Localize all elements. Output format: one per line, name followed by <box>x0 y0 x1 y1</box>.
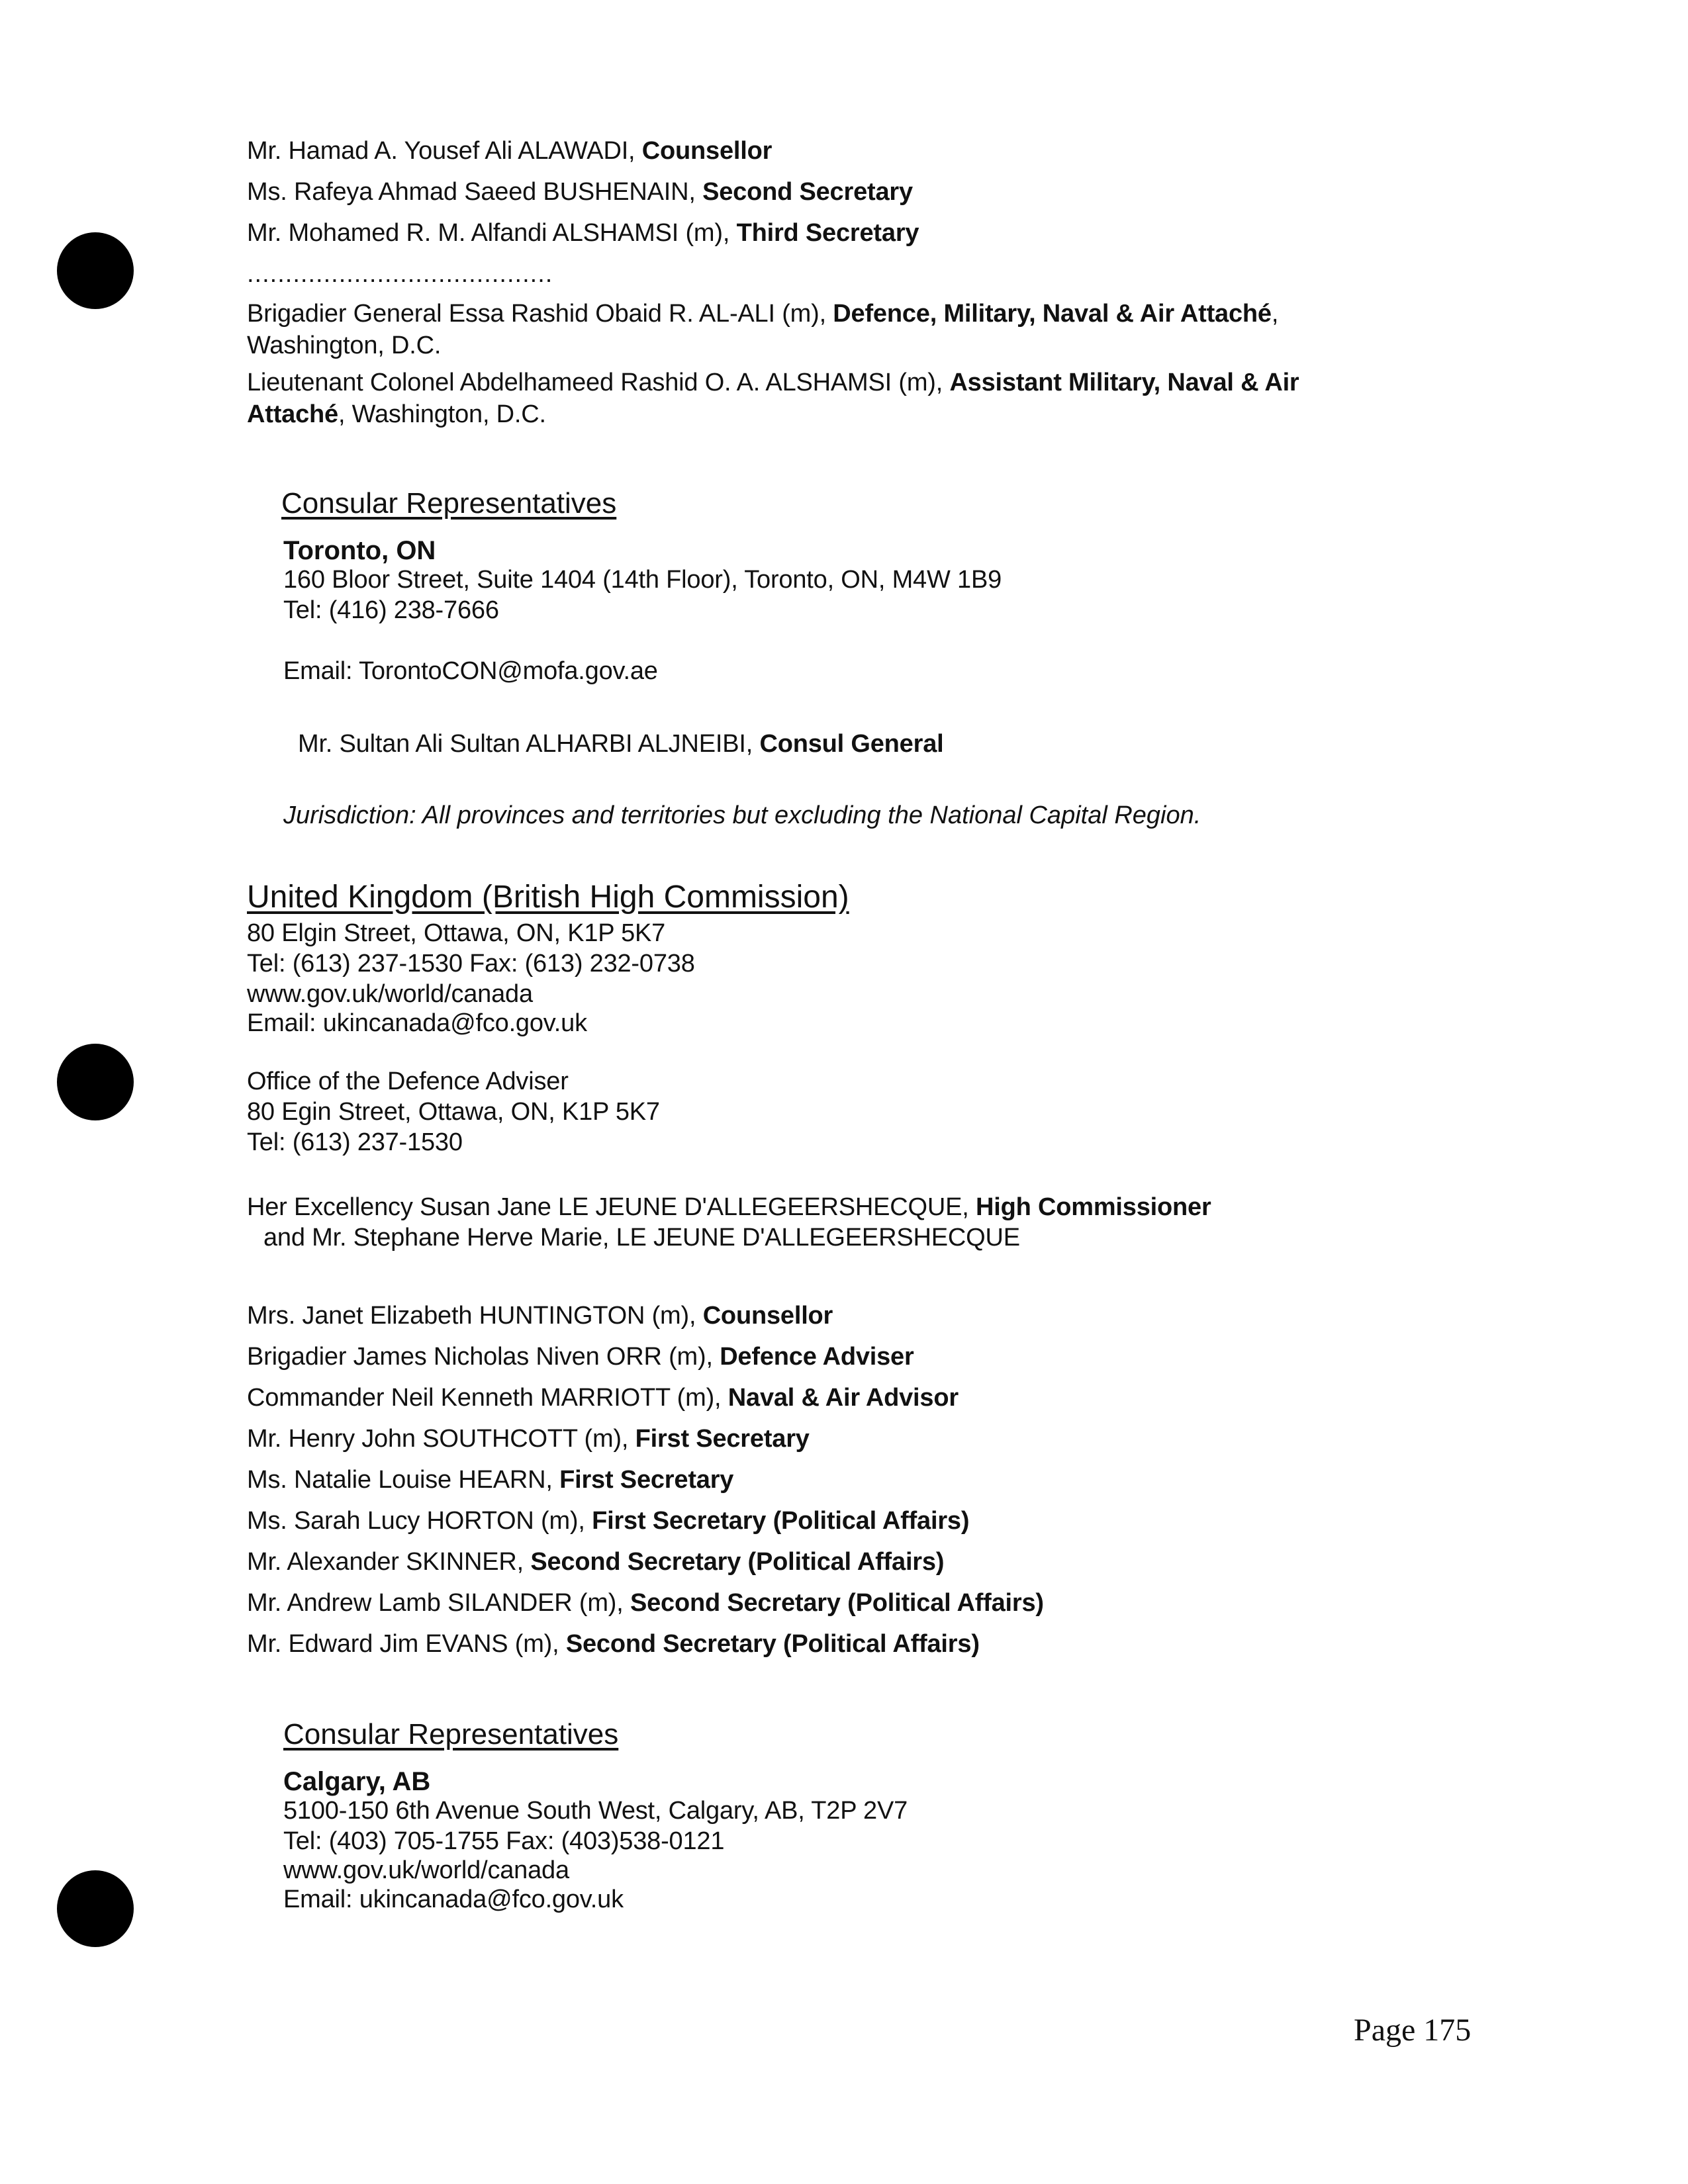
consulate-city: Calgary, AB <box>283 1767 431 1796</box>
consulate-city: Toronto, ON <box>283 536 436 565</box>
staff-entry: Mr. Mohamed R. M. Alfandi ALSHAMSI (m), Third Secretary <box>247 219 919 247</box>
attache-entry: Brigadier General Essa Rashid Obaid R. AL-ALI (m), Defence, Military, Naval & Air Attaché, Washington, D.C. <box>247 300 1279 359</box>
defence-office-address: 80 Egin Street, Ottawa, ON, K1P 5K7 <box>247 1098 660 1126</box>
jurisdiction-note: Jurisdiction: All provinces and territories but excluding the National Capital Region. <box>283 801 1201 829</box>
staff-entry: Ms. Rafeya Ahmad Saeed BUSHENAIN, Second Secretary <box>247 178 913 206</box>
website: www.gov.uk/world/canada <box>283 1856 569 1884</box>
staff-entry: Mrs. Janet Elizabeth HUNTINGTON (m), Counsellor <box>247 1302 833 1330</box>
binder-hole-middle <box>57 1044 134 1120</box>
staff-entry: Ms. Sarah Lucy HORTON (m), First Secretary (Political Affairs) <box>247 1507 970 1535</box>
defence-office-label: Office of the Defence Adviser <box>247 1068 569 1095</box>
attache-entry: Lieutenant Colonel Abdelhameed Rashid O. A. ALSHAMSI (m), Assistant Military, Naval & Air Attaché, Washington, D.C. <box>247 369 1299 428</box>
defence-office-telephone: Tel: (613) 237-1530 <box>247 1128 463 1156</box>
address: 80 Elgin Street, Ottawa, ON, K1P 5K7 <box>247 919 666 947</box>
high-commissioner-spouse: and Mr. Stephane Herve Marie, LE JEUNE D'ALLEGEERSHECQUE <box>263 1224 1020 1251</box>
telephone-fax: Tel: (613) 237-1530 Fax: (613) 232-0738 <box>247 950 695 978</box>
telephone-fax: Tel: (403) 705-1755 Fax: (403)538-0121 <box>283 1827 725 1855</box>
binder-hole-bottom <box>57 1870 134 1947</box>
consul-entry: Mr. Sultan Ali Sultan ALHARBI ALJNEIBI, Consul General <box>298 730 944 758</box>
staff-entry: Mr. Andrew Lamb SILANDER (m), Second Secretary (Political Affairs) <box>247 1589 1044 1617</box>
section-heading: Consular Representatives <box>281 487 617 520</box>
staff-entry: Brigadier James Nicholas Niven ORR (m), Defence Adviser <box>247 1343 914 1371</box>
staff-entry: Commander Neil Kenneth MARRIOTT (m), Naval & Air Advisor <box>247 1384 959 1412</box>
staff-entry: Ms. Natalie Louise HEARN, First Secretary <box>247 1466 734 1494</box>
address: 160 Bloor Street, Suite 1404 (14th Floor), Toronto, ON, M4W 1B9 <box>283 566 1002 594</box>
binder-hole-top <box>57 232 134 309</box>
staff-entry: Mr. Edward Jim EVANS (m), Second Secretary (Political Affairs) <box>247 1630 980 1658</box>
email: Email: ukincanada@fco.gov.uk <box>283 1886 624 1913</box>
telephone: Tel: (416) 238-7666 <box>283 596 499 624</box>
section-heading: Consular Representatives <box>283 1718 619 1751</box>
high-commissioner-entry: Her Excellency Susan Jane LE JEUNE D'ALLEGEERSHECQUE, High Commissioner <box>247 1193 1211 1221</box>
page-number: Page 175 <box>1354 2013 1472 2048</box>
separator-dots: ........................................ <box>247 260 553 288</box>
email: Email: TorontoCON@mofa.gov.ae <box>283 657 658 685</box>
country-heading: United Kingdom (British High Commission) <box>247 880 849 915</box>
staff-entry: Mr. Henry John SOUTHCOTT (m), First Secretary <box>247 1425 810 1453</box>
email: Email: ukincanada@fco.gov.uk <box>247 1009 587 1037</box>
staff-entry: Mr. Alexander SKINNER, Second Secretary (Political Affairs) <box>247 1548 945 1576</box>
address: 5100-150 6th Avenue South West, Calgary, AB, T2P 2V7 <box>283 1797 908 1825</box>
website: www.gov.uk/world/canada <box>247 980 533 1008</box>
staff-entry: Mr. Hamad A. Yousef Ali ALAWADI, Counsellor <box>247 137 773 165</box>
